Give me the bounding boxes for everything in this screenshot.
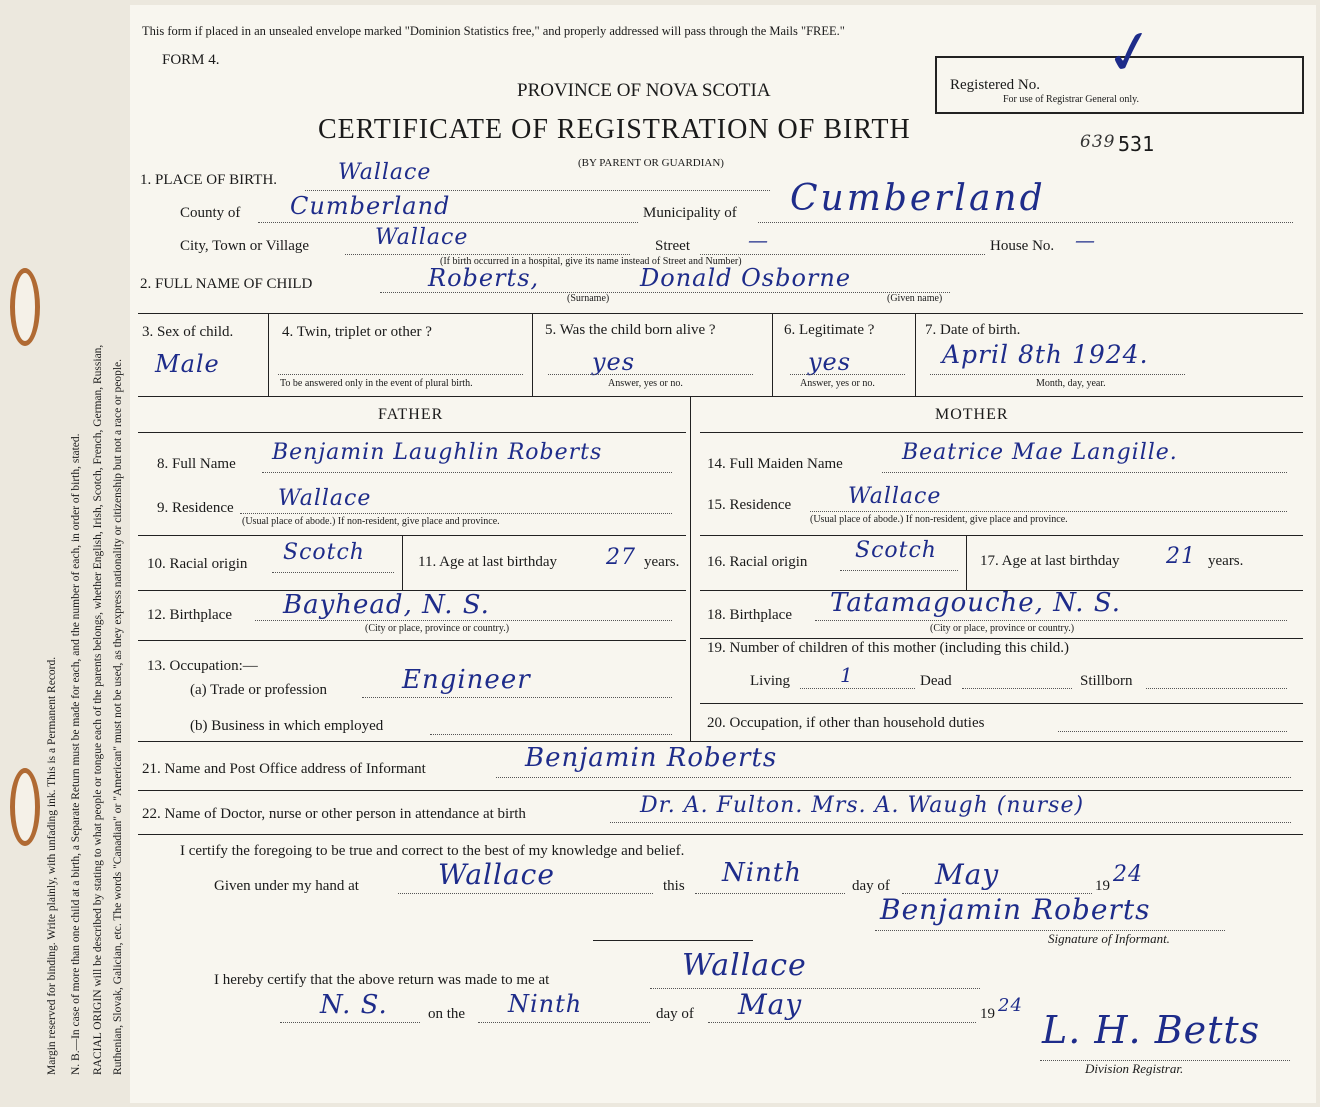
municipality-line bbox=[758, 222, 1293, 223]
registrar-place-line bbox=[650, 988, 980, 989]
registration-number-stamp: 531 bbox=[1118, 132, 1155, 156]
father-birthplace-note: (City or place, province or country.) bbox=[365, 623, 510, 634]
given-day-line bbox=[695, 893, 845, 894]
date-of-birth-note: Month, day, year. bbox=[1036, 378, 1106, 389]
father-racial-origin-label: 10. Racial origin bbox=[147, 556, 248, 572]
rule-parents-head-r bbox=[700, 432, 1303, 433]
registrar-day-value[interactable]: Ninth bbox=[508, 990, 583, 1018]
child-name-label: 2. FULL NAME OF CHILD bbox=[140, 276, 313, 292]
rule-m-race-split bbox=[966, 535, 967, 590]
living-label: Living bbox=[750, 673, 790, 689]
registrar-statement: I hereby certify that the above return was made to me at bbox=[214, 972, 550, 988]
date-of-birth-label: 7. Date of birth. bbox=[925, 322, 1021, 338]
informant-signature-label: Signature of Informant. bbox=[1048, 931, 1170, 946]
city-label: City, Town or Village bbox=[180, 238, 310, 254]
father-business-line bbox=[430, 734, 672, 735]
certify-statement: I certify the foregoing to be true and correct to the best of my knowledge and belief. bbox=[180, 843, 685, 859]
hospital-note: (If birth occurred in a hospital, give its name instead of Street and Number) bbox=[440, 256, 742, 267]
mother-residence-value[interactable]: Wallace bbox=[848, 484, 942, 509]
sex-value[interactable]: Male bbox=[155, 350, 220, 378]
registrar-province-line bbox=[280, 1022, 420, 1023]
given-this-label: this bbox=[663, 878, 685, 894]
father-age-value[interactable]: 27 bbox=[606, 545, 636, 570]
father-residence-label: 9. Residence bbox=[157, 500, 234, 516]
margin-note-2: N. B.—In case of more than one child at a birth, a Separate Return must be made for each, and the number of each, in order of birth, stated. bbox=[70, 433, 82, 1075]
county-label: County of bbox=[180, 205, 241, 221]
rule-f-race-top bbox=[138, 535, 686, 536]
father-age-years: years. bbox=[644, 554, 680, 570]
father-occupation-label: 13. Occupation:— bbox=[147, 658, 258, 674]
place-of-birth-label: 1. PLACE OF BIRTH. bbox=[140, 172, 278, 188]
rule-parents-bottom bbox=[138, 741, 1303, 742]
mother-residence-note: (Usual place of abode.) If non-resident, give place and province. bbox=[810, 514, 1068, 525]
mother-birthplace-line bbox=[815, 620, 1287, 621]
father-residence-line bbox=[240, 513, 672, 514]
given-place-line bbox=[398, 893, 653, 894]
street-label: Street bbox=[655, 238, 690, 254]
certificate-subtitle: (BY PARENT OR GUARDIAN) bbox=[578, 157, 724, 169]
rule-doctor-bottom bbox=[138, 834, 1303, 835]
place-of-birth-value[interactable]: Wallace bbox=[338, 160, 432, 185]
place-of-birth-line bbox=[305, 190, 770, 191]
registrar-use-note: For use of Registrar General only. bbox=[1003, 94, 1139, 105]
doctor-label: 22. Name of Doctor, nurse or other person in attendance at birth bbox=[142, 806, 526, 822]
given-year-value[interactable]: 24 bbox=[1113, 862, 1143, 887]
mother-birthplace-value[interactable]: Tatamagouche, N. S. bbox=[830, 588, 1121, 618]
rule-f-birthplace-bottom bbox=[138, 640, 686, 641]
county-line bbox=[258, 222, 638, 223]
registrar-place-value[interactable]: Wallace bbox=[682, 948, 807, 983]
registrar-year-print: 19 bbox=[980, 1006, 995, 1022]
margin-note-1: Margin reserved for binding. Write plainly, with unfading ink. This is a Permanent Record. bbox=[46, 656, 58, 1075]
dead-line bbox=[962, 688, 1072, 689]
father-business-label: (b) Business in which employed bbox=[190, 718, 384, 734]
mother-age-years: years. bbox=[1208, 553, 1244, 569]
registrar-year-value[interactable]: 24 bbox=[998, 995, 1023, 1016]
stillborn-line bbox=[1146, 688, 1287, 689]
child-given-name-value[interactable]: Donald Osborne bbox=[640, 264, 852, 292]
province-heading: PROVINCE OF NOVA SCOTIA bbox=[517, 80, 771, 101]
twin-note: To be answered only in the event of plural birth. bbox=[280, 378, 473, 389]
mother-name-line bbox=[882, 472, 1287, 473]
rule-parents-head bbox=[138, 432, 686, 433]
registrar-onthe-label: on the bbox=[428, 1006, 466, 1022]
given-under-label: Given under my hand at bbox=[214, 878, 359, 894]
rule-child-4 bbox=[915, 313, 916, 396]
registrar-day-line bbox=[478, 1022, 650, 1023]
date-of-birth-value[interactable]: April 8th 1924. bbox=[942, 340, 1149, 369]
city-line bbox=[345, 254, 630, 255]
rule-m-race-top bbox=[700, 535, 1303, 536]
mother-racial-origin-label: 16. Racial origin bbox=[707, 554, 808, 570]
mother-racial-origin-line bbox=[840, 570, 958, 571]
top-notice: This form if placed in an unsealed envelope marked "Dominion Statistics free," and properly addressed will pass through the Mails "FREE." bbox=[142, 24, 845, 38]
rule-f-race-split bbox=[402, 535, 403, 590]
father-trade-label: (a) Trade or profession bbox=[190, 682, 328, 698]
mother-residence-label: 15. Residence bbox=[707, 497, 792, 513]
binding-hole-top bbox=[10, 268, 40, 346]
born-alive-note: Answer, yes or no. bbox=[608, 378, 683, 389]
registration-number-handwritten: 639 bbox=[1080, 132, 1116, 152]
surname-note: (Surname) bbox=[567, 293, 610, 304]
form-number: FORM 4. bbox=[162, 52, 220, 68]
child-name-line bbox=[380, 292, 950, 293]
given-month-value[interactable]: May bbox=[935, 858, 1000, 891]
mother-age-value[interactable]: 21 bbox=[1166, 544, 1196, 569]
rule-informant-bottom bbox=[138, 790, 1303, 791]
living-value[interactable]: 1 bbox=[840, 663, 854, 687]
registered-number-label: Registered No. bbox=[950, 77, 1040, 93]
certificate-title: CERTIFICATE OF REGISTRATION OF BIRTH bbox=[318, 114, 911, 145]
informant-label: 21. Name and Post Office address of Informant bbox=[142, 761, 426, 777]
child-surname-value[interactable]: Roberts, bbox=[428, 264, 540, 292]
given-dayof-label: day of bbox=[852, 878, 890, 894]
rule-child-bottom bbox=[138, 396, 1303, 397]
born-alive-line bbox=[548, 374, 753, 375]
given-name-note: (Given name) bbox=[887, 293, 943, 304]
mother-heading: MOTHER bbox=[935, 406, 1009, 423]
informant-line bbox=[496, 777, 1291, 778]
doctor-line bbox=[610, 822, 1291, 823]
legitimate-value[interactable]: yes bbox=[808, 348, 852, 376]
city-value[interactable]: Wallace bbox=[375, 225, 469, 250]
legitimate-label: 6. Legitimate ? bbox=[784, 322, 875, 338]
father-birthplace-line bbox=[255, 620, 672, 621]
father-birthplace-value[interactable]: Bayhead, N. S. bbox=[283, 590, 490, 620]
registrar-month-value[interactable]: May bbox=[738, 988, 803, 1021]
rule-short-divider bbox=[593, 940, 753, 941]
street-line bbox=[700, 254, 985, 255]
registrar-month-line bbox=[708, 1022, 976, 1023]
father-name-label: 8. Full Name bbox=[157, 456, 236, 472]
registrar-signature-label: Division Registrar. bbox=[1085, 1061, 1184, 1076]
father-residence-note: (Usual place of abode.) If non-resident, give place and province. bbox=[242, 516, 500, 527]
margin-note-3: RACIAL ORIGIN will be described by stating to what people or tongue each of the parents belongs, whether English, Irish, Scotch, French, German, Russian, bbox=[92, 344, 104, 1075]
father-heading: FATHER bbox=[378, 406, 444, 423]
given-day-value[interactable]: Ninth bbox=[722, 858, 803, 888]
mother-name-value[interactable]: Beatrice Mae Langille. bbox=[902, 440, 1178, 465]
father-name-value[interactable]: Benjamin Laughlin Roberts bbox=[272, 440, 603, 465]
rule-child-1 bbox=[268, 313, 269, 396]
binding-hole-bottom bbox=[10, 768, 40, 846]
date-of-birth-line bbox=[930, 374, 1185, 375]
informant-signature: Benjamin Roberts bbox=[880, 893, 1151, 926]
mother-name-label: 14. Full Maiden Name bbox=[707, 456, 843, 472]
mother-birthplace-label: 18. Birthplace bbox=[707, 607, 792, 623]
dead-label: Dead bbox=[920, 673, 952, 689]
mother-residence-line bbox=[810, 511, 1287, 512]
registrar-dayof-label: day of bbox=[656, 1006, 694, 1022]
municipality-label: Municipality of bbox=[643, 205, 737, 221]
rule-m-birthplace-bottom bbox=[700, 638, 1303, 639]
rule-child-top bbox=[138, 313, 1303, 314]
mother-children-label: 19. Number of children of this mother (including this child.) bbox=[707, 640, 1070, 656]
mother-occupation-label: 20. Occupation, if other than household duties bbox=[707, 715, 985, 731]
twin-line bbox=[278, 374, 523, 375]
father-trade-value[interactable]: Engineer bbox=[402, 665, 531, 695]
mother-age-label: 17. Age at last birthday bbox=[980, 553, 1120, 569]
legitimate-note: Answer, yes or no. bbox=[800, 378, 875, 389]
rule-m-children-bottom bbox=[700, 703, 1303, 704]
born-alive-value[interactable]: yes bbox=[592, 348, 636, 376]
father-racial-origin-line bbox=[272, 572, 394, 573]
living-line bbox=[800, 688, 915, 689]
twin-label: 4. Twin, triplet or other ? bbox=[282, 324, 432, 340]
margin-note-4: Ruthenian, Slovak, Galician, etc. The words "Canadian" or "American" must not be used, as they express nationality or citizenship but not a race or people. bbox=[112, 358, 124, 1075]
mother-racial-origin-value[interactable]: Scotch bbox=[855, 538, 937, 563]
father-birthplace-label: 12. Birthplace bbox=[147, 607, 232, 623]
informant-value[interactable]: Benjamin Roberts bbox=[525, 743, 778, 773]
registrar-signature: L. H. Betts bbox=[1042, 1008, 1261, 1052]
given-year-print: 19 bbox=[1095, 878, 1110, 894]
registrar-province-value[interactable]: N. S. bbox=[320, 990, 388, 1020]
county-value[interactable]: Cumberland bbox=[290, 192, 451, 220]
doctor-value[interactable]: Dr. A. Fulton. Mrs. A. Waugh (nurse) bbox=[640, 793, 1085, 818]
born-alive-label: 5. Was the child born alive ? bbox=[545, 322, 716, 338]
father-name-line bbox=[262, 472, 672, 473]
house-number-label: House No. bbox=[990, 238, 1055, 254]
check-mark-icon: ✓ bbox=[1099, 16, 1161, 90]
municipality-value[interactable]: Cumberland bbox=[790, 178, 1046, 219]
legitimate-line bbox=[790, 374, 905, 375]
mother-birthplace-note: (City or place, province or country.) bbox=[930, 623, 1075, 634]
father-racial-origin-value[interactable]: Scotch bbox=[283, 540, 365, 565]
father-age-label: 11. Age at last birthday bbox=[418, 554, 557, 570]
father-trade-line bbox=[362, 697, 672, 698]
stillborn-label: Stillborn bbox=[1080, 673, 1133, 689]
mother-occupation-line bbox=[1058, 731, 1287, 732]
rule-child-2 bbox=[532, 313, 533, 396]
street-value[interactable]: — bbox=[748, 228, 769, 252]
sex-label: 3. Sex of child. bbox=[142, 324, 234, 340]
rule-parents-middle bbox=[690, 396, 691, 741]
given-place-value[interactable]: Wallace bbox=[438, 858, 555, 891]
father-residence-value[interactable]: Wallace bbox=[278, 486, 372, 511]
house-number-value[interactable]: — bbox=[1075, 228, 1096, 252]
rule-child-3 bbox=[772, 313, 773, 396]
